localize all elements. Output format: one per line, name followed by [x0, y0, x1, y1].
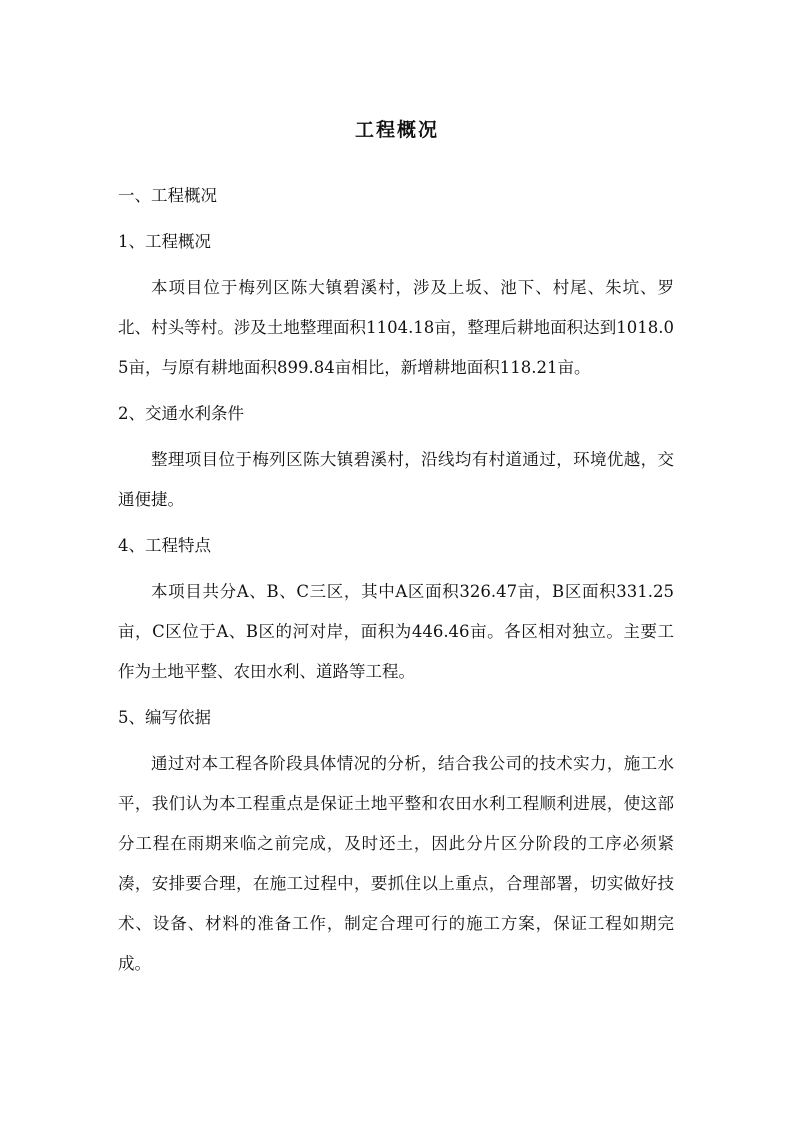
section-heading-project-features: 4、工程特点 [118, 536, 211, 555]
document-body [118, 176, 674, 990]
paragraph-basis: 通过对本工程各阶段具体情况的分析，结合我公司的技术实力，施工水平，我们认为本工程重点是保证土地平整和农田水利工程顺利进展，使这部分工程在雨期来临之前完成，及时还土，因此分片区分阶段的工序必须紧凑，安排要合理，在施工过程中，要抓住以上重点，合理部署，切实做好技术、设备、材料的准备工作，制定合理可行的施工方案，保证工程如期完成。 [118, 754, 674, 973]
section-heading-basis: 5、编写依据 [118, 708, 211, 727]
paragraph-project-features: 本项目共分A、B、C三区，其中A区面积326.47亩，B区面积331.25亩，C区位于A、B区的河对岸，面积为446.46亩。各区相对独立。主要工作为土地平整、农田水利、道路等工程。 [118, 582, 674, 681]
paragraph-traffic-water: 整理项目位于梅列区陈大镇碧溪村，沿线均有村道通过，环境优越，交通便捷。 [118, 450, 674, 509]
section-heading-overview: 一、工程概况 [118, 186, 217, 205]
paragraph-project-overview: 本项目位于梅列区陈大镇碧溪村，涉及上坂、池下、村尾、朱坑、罗北、村头等村。涉及土地整理面积1104.18亩，整理后耕地面积达到1018.05亩，与原有耕地面积899.84亩相比，新增耕地面积118.21亩。 [118, 278, 674, 377]
page-title: 工程概况 [354, 119, 439, 141]
section-heading-project-overview: 1、工程概况 [118, 232, 211, 251]
section-heading-traffic-water: 2、交通水利条件 [118, 404, 244, 423]
